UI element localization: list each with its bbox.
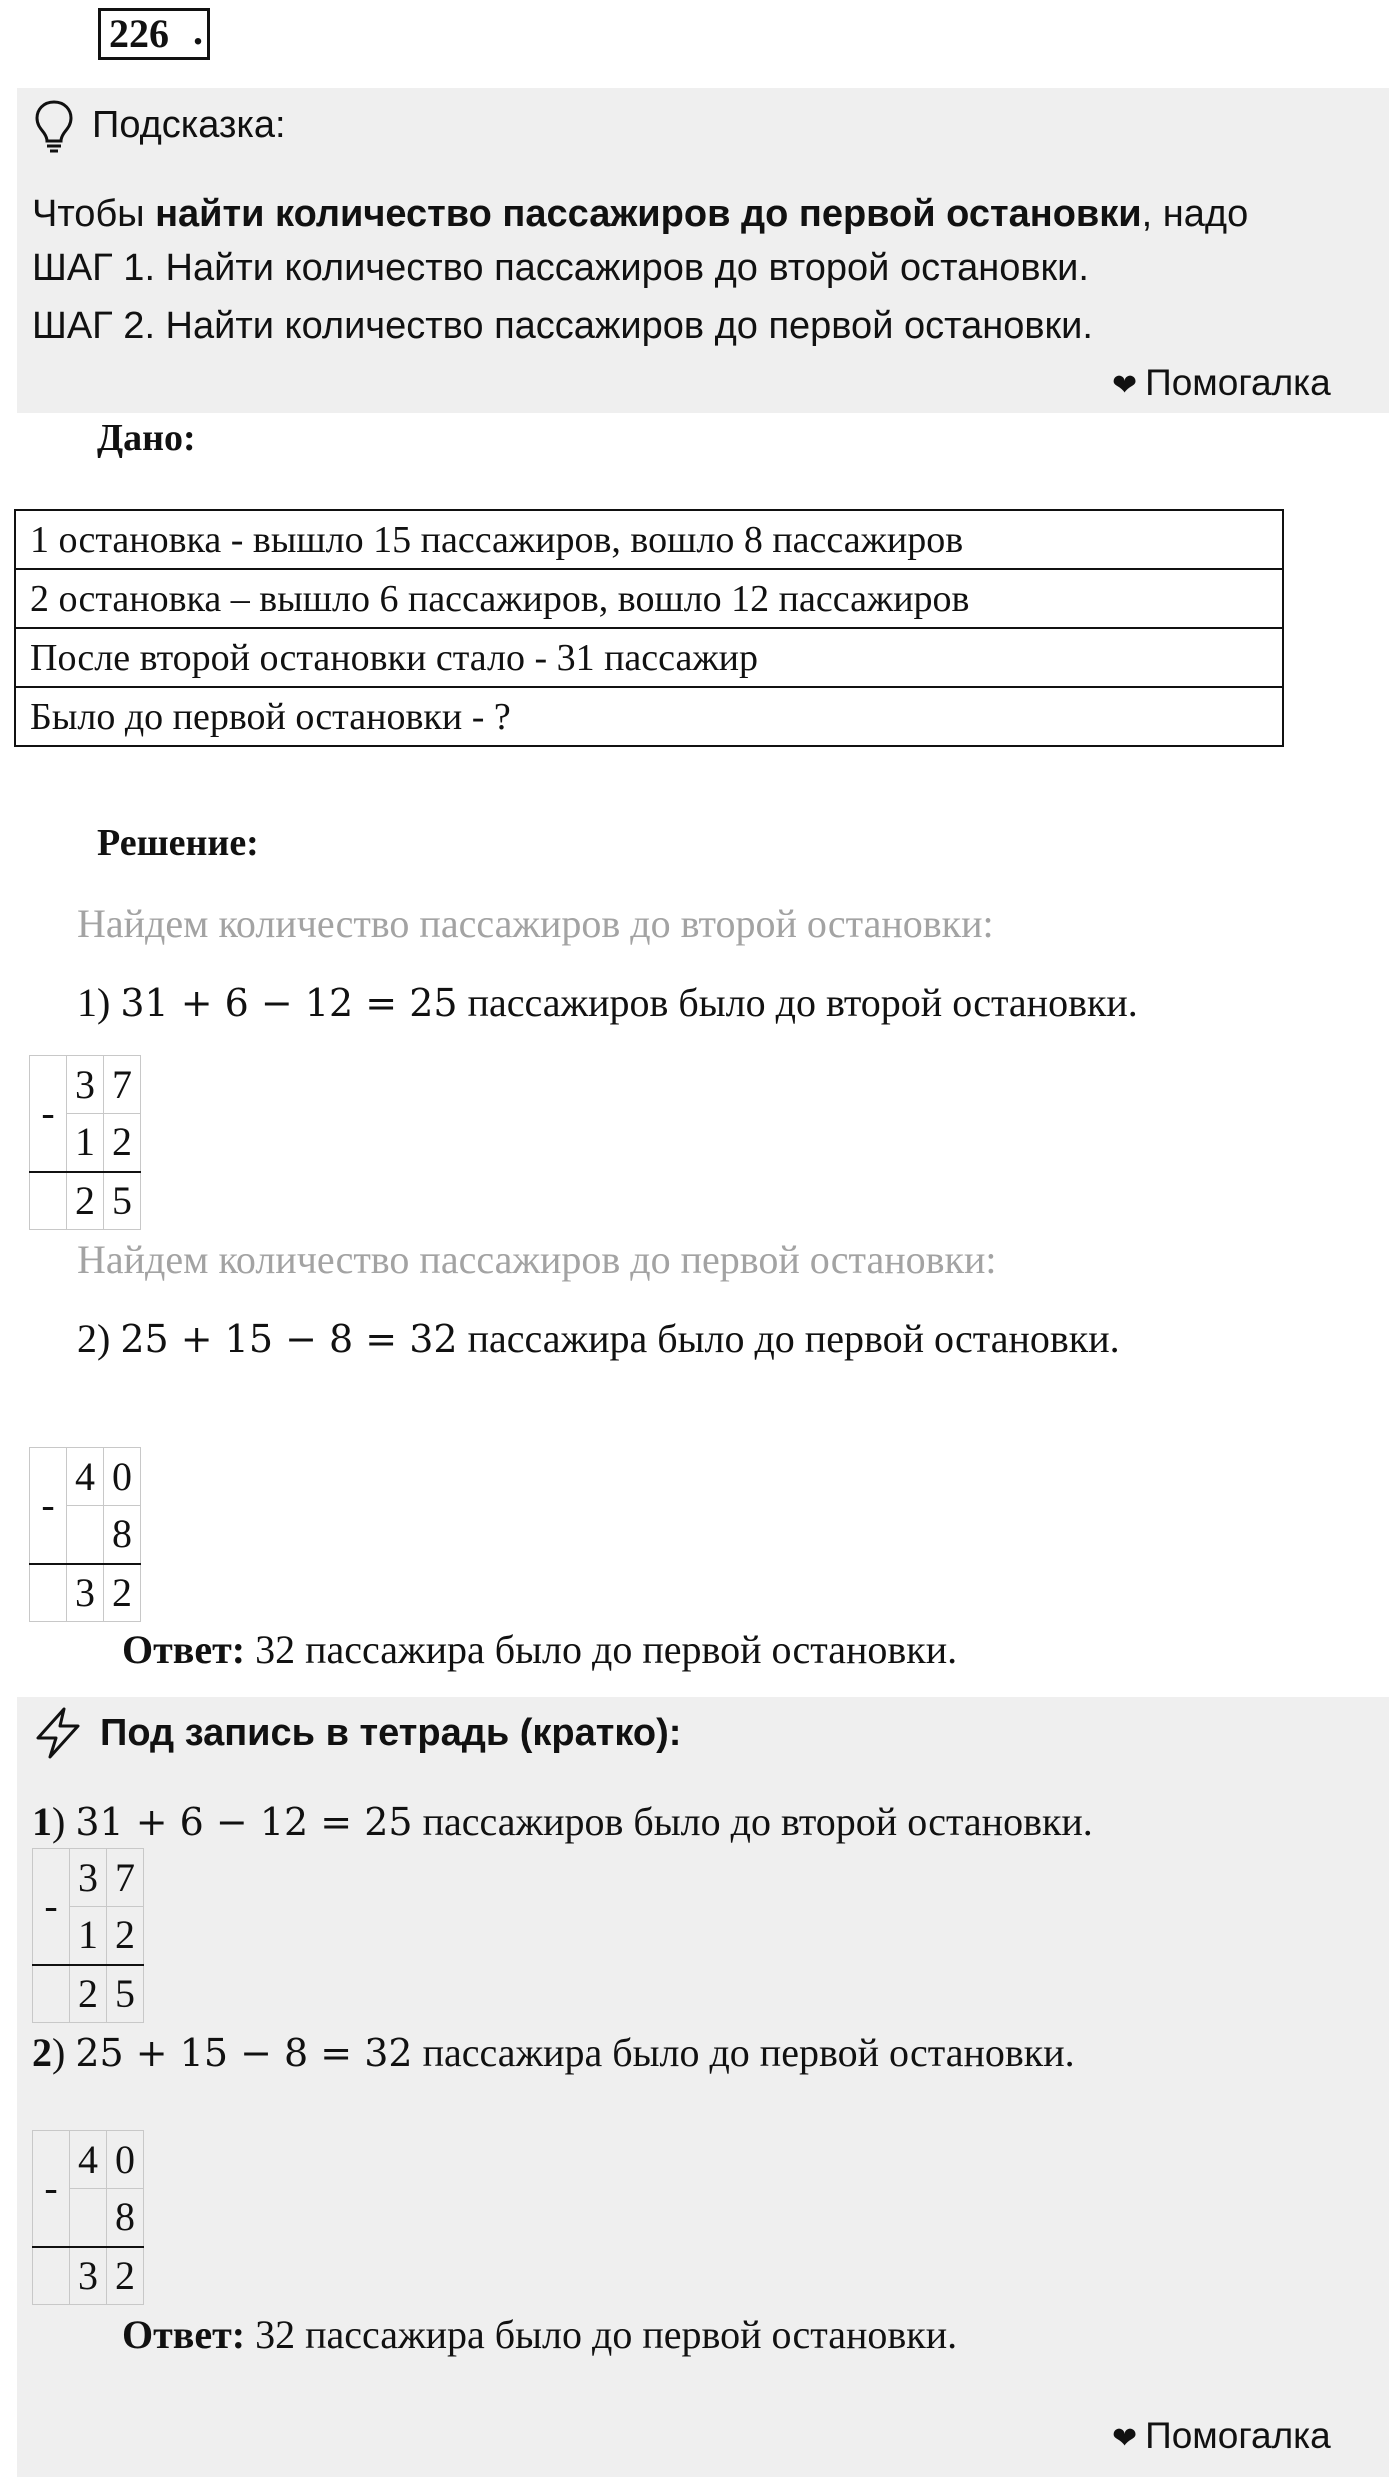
digit-cell: 5 (104, 1172, 141, 1230)
task-number: 226 (98, 8, 210, 60)
digit-cell (67, 1506, 104, 1564)
brand-label: Помогалка (1145, 362, 1331, 403)
digit-cell: 8 (107, 2189, 144, 2247)
minus-sign: - (33, 1849, 70, 1965)
lightbulb-icon (32, 98, 76, 154)
minus-sign: - (33, 2131, 70, 2247)
hint-intro (32, 187, 1248, 241)
digit-cell: 8 (104, 1506, 141, 1564)
column-subtraction-2 (29, 1447, 141, 1622)
digit-cell: 1 (70, 1907, 107, 1965)
step-expression: 25 + 15 − 8 = 32 (75, 2031, 413, 2075)
given-cell: 2 остановка – вышло 6 пассажиров, вошло 12 пассажиров (15, 569, 1283, 628)
answer-text: 32 пассажира было до первой остановки. (245, 2312, 958, 2357)
digit-cell: 3 (67, 1564, 104, 1622)
minus-sign: - (30, 1448, 67, 1564)
hint-intro-prefix: Чтобы (32, 193, 156, 235)
digit-cell: 3 (70, 2247, 107, 2305)
brand-label: Помогалка (1145, 2415, 1331, 2456)
notebook-step-2 (32, 2025, 1075, 2081)
step-number: 1) (77, 980, 111, 1025)
digit-cell: 0 (107, 2131, 144, 2189)
step-text: пассажира было до первой остановки. (412, 2030, 1075, 2075)
digit-cell: 4 (67, 1448, 104, 1506)
given-row (15, 510, 1283, 569)
digit-cell: 2 (70, 1965, 107, 2023)
empty-cell (33, 2247, 70, 2305)
step-expression: 31 + 6 − 12 = 25 (75, 1800, 413, 1844)
step-expression: 31 + 6 − 12 = 25 (120, 981, 458, 1025)
digit-cell: 3 (70, 1849, 107, 1907)
empty-cell (33, 1965, 70, 2023)
digit-cell: 2 (67, 1172, 104, 1230)
digit-cell: 2 (104, 1114, 141, 1172)
given-table (14, 509, 1284, 747)
digit-cell: 7 (107, 1849, 144, 1907)
digit-cell: 4 (70, 2131, 107, 2189)
step-paren: ) (52, 2030, 66, 2075)
notebook-title: Под запись в тетрадь (кратко): (100, 1712, 682, 1754)
notebook-step-1 (32, 1794, 1093, 1850)
given-row (15, 569, 1283, 628)
digit-cell: 2 (107, 1907, 144, 1965)
step-text: пассажиров было до второй остановки. (457, 980, 1138, 1025)
digit-cell: 2 (104, 1564, 141, 1622)
digit-cell: 2 (107, 2247, 144, 2305)
hint-step-1-text: Найти количество пассажиров до второй остановки. (155, 247, 1089, 289)
notebook-answer (122, 2307, 957, 2363)
column-subtraction-1 (29, 1055, 141, 1230)
solution-explain-2: Найдем количество пассажиров до первой остановки: (77, 1237, 997, 1282)
empty-cell (30, 1564, 67, 1622)
given-row (15, 628, 1283, 687)
given-title: Дано: (97, 417, 196, 459)
answer-label: Ответ: (122, 1627, 246, 1672)
brand-link-bottom[interactable] (1112, 2413, 1331, 2462)
hint-step-1-label: ШАГ 1. (32, 247, 155, 289)
given-cell: 1 остановка - вышло 15 пассажиров, вошло 8 пассажиров (15, 510, 1283, 569)
solution-explain-1: Найдем количество пассажиров до второй остановки: (77, 901, 994, 946)
hint-title: Подсказка: (92, 104, 286, 146)
answer-label: Ответ: (122, 2312, 246, 2357)
minus-sign: - (30, 1056, 67, 1172)
solution-step-1 (77, 975, 1138, 1031)
heart-icon: ❤ (1112, 2422, 1138, 2455)
solution-answer (122, 1622, 957, 1678)
hint-step-1 (32, 241, 1089, 295)
hint-step-2-text: Найти количество пассажиров до первой остановки. (155, 305, 1093, 347)
solution-step-2 (77, 1311, 1120, 1367)
hint-intro-suffix: , надо (1141, 193, 1249, 235)
hint-step-2-label: ШАГ 2. (32, 305, 155, 347)
given-cell: После второй остановки стало - 31 пассажир (15, 628, 1283, 687)
digit-cell (70, 2189, 107, 2247)
notebook-column-subtraction-1 (32, 1848, 144, 2023)
heart-icon: ❤ (1112, 369, 1138, 402)
task-number-dot: . (193, 8, 203, 53)
empty-cell (30, 1172, 67, 1230)
given-row (15, 687, 1283, 746)
solution-title: Решение: (97, 822, 259, 864)
digit-cell: 0 (104, 1448, 141, 1506)
digit-cell: 5 (107, 1965, 144, 2023)
lightning-icon (32, 1706, 84, 1760)
step-number: 1 (32, 1799, 52, 1844)
step-text: пассажиров было до второй остановки. (412, 1799, 1093, 1844)
step-paren: ) (52, 1799, 66, 1844)
brand-link-top[interactable] (1112, 360, 1331, 409)
digit-cell: 7 (104, 1056, 141, 1114)
step-expression: 25 + 15 − 8 = 32 (120, 1317, 458, 1361)
digit-cell: 1 (67, 1114, 104, 1172)
step-number: 2) (77, 1316, 111, 1361)
hint-intro-emphasis: найти количество пассажиров до первой остановки (155, 193, 1142, 235)
hint-step-2 (32, 299, 1093, 353)
digit-cell: 3 (67, 1056, 104, 1114)
notebook-column-subtraction-2 (32, 2130, 144, 2305)
given-cell: Было до первой остановки - ? (15, 687, 1283, 746)
answer-text: 32 пассажира было до первой остановки. (245, 1627, 958, 1672)
step-text: пассажира было до первой остановки. (457, 1316, 1120, 1361)
step-number: 2 (32, 2030, 52, 2075)
